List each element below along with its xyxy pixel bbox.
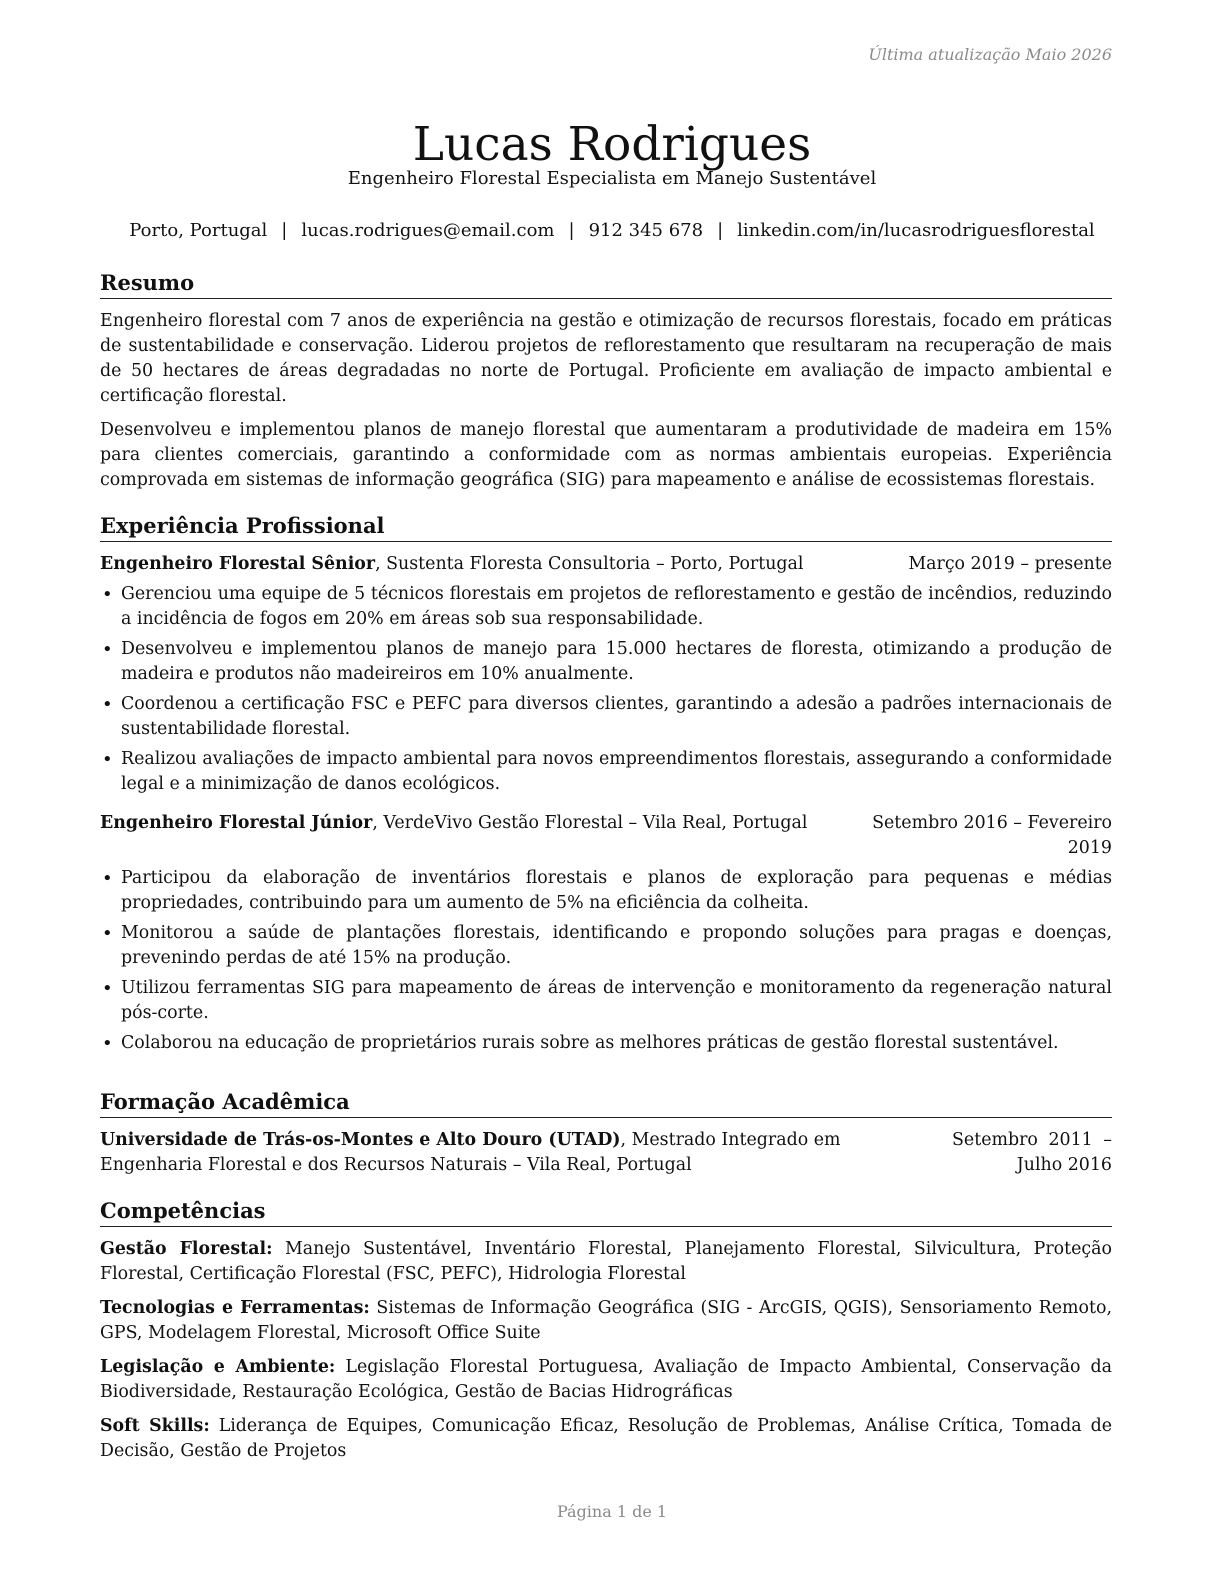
skill-text: Legislação Florestal Portuguesa, Avaliação de Impacto Ambiental, Conservação da Biodiversidade, Restauração Ecológica, Gestão de Bacias Hidrográficas bbox=[100, 1357, 1112, 1403]
candidate-subtitle: Engenheiro Florestal Especialista em Manejo Sustentável bbox=[347, 168, 877, 189]
experience-section bbox=[100, 513, 1112, 1061]
job-header bbox=[100, 811, 1112, 861]
skill-label: Legislação e Ambiente: bbox=[100, 1357, 336, 1378]
job-role: Engenheiro Florestal Júnior bbox=[100, 813, 373, 834]
contact-separator: | bbox=[568, 220, 575, 241]
list-item: • Utilizou ferramentas SIG para mapeamento de áreas de intervenção e monitoramento da regeneração natural pós-corte. bbox=[100, 976, 1112, 1026]
education-dates: Setembro 2011 – Julho 2016 bbox=[952, 1130, 1112, 1176]
contact-separator: | bbox=[717, 220, 724, 241]
skill-group bbox=[100, 1355, 1112, 1405]
job-bullets bbox=[100, 582, 1112, 797]
skill-label: Soft Skills: bbox=[100, 1416, 210, 1437]
last-updated: Última atualização Maio 2026 bbox=[868, 45, 1112, 64]
skill-text: Liderança de Equipes, Comunicação Eficaz, Resolução de Problemas, Análise Crítica, Tomada de Decisão, Gestão de Projetos bbox=[100, 1416, 1112, 1462]
education-school: Universidade de Trás-os-Montes e Alto Douro (UTAD) bbox=[100, 1130, 621, 1151]
skill-label: Gestão Florestal: bbox=[100, 1239, 273, 1260]
summary-section bbox=[100, 270, 1112, 493]
candidate-name: Lucas Rodrigues bbox=[412, 117, 812, 173]
list-item: • Gerenciou uma equipe de 5 técnicos florestais em projetos de reflorestamento e gestão de incêndios, reduzindo a incidência de fogos em 20% em áreas sob sua responsabilidade. bbox=[100, 582, 1112, 632]
job-entry bbox=[100, 552, 1112, 797]
experience-title: Experiência Profissional bbox=[100, 513, 1112, 542]
education-title: Formação Acadêmica bbox=[100, 1089, 1112, 1118]
list-item: • Participou da elaboração de inventários florestais e planos de exploração para pequenas e médias propriedades, contribuindo para um aumento de 5% na eficiência da colheita. bbox=[100, 866, 1112, 916]
list-item: • Coordenou a certificação FSC e PEFC para diversos clientes, garantindo a adesão a padrões internacionais de sustentabilidade florestal. bbox=[100, 692, 1112, 742]
list-item: • Monitorou a saúde de plantações florestais, identificando e propondo soluções para pragas e doenças, prevenindo perdas de até 15% na produção. bbox=[100, 921, 1112, 971]
job-company: , VerdeVivo Gestão Florestal – Vila Real, Portugal bbox=[372, 813, 808, 834]
job-entry bbox=[100, 811, 1112, 1056]
skill-group bbox=[100, 1296, 1112, 1346]
education-entry bbox=[100, 1128, 1112, 1178]
list-item: • Colaborou na educação de proprietários rurais sobre as melhores práticas de gestão florestal sustentável. bbox=[100, 1031, 1112, 1056]
job-company: , Sustenta Floresta Consultoria – Porto, Portugal bbox=[375, 554, 804, 575]
skill-text: Manejo Sustentável, Inventário Florestal, Planejamento Florestal, Silvicultura, Proteção Florestal, Certificação Florestal (FSC, PEFC), Hidrologia Florestal bbox=[100, 1239, 1112, 1285]
education-degree: , Mestrado Integrado em Engenharia Florestal e dos Recursos Naturais – Vila Real, Portugal bbox=[100, 1130, 841, 1176]
summary-paragraph: Engenheiro florestal com 7 anos de experiência na gestão e otimização de recursos florestais, focado em práticas de sustentabilidade e conservação. Liderou projetos de reflorestamento que resultaram na recuperação de mais de 50 hectares de áreas degradadas no norte de Portugal. Proficiente em avaliação de impacto ambiental e certificação florestal. bbox=[100, 311, 1112, 407]
skill-group bbox=[100, 1414, 1112, 1464]
skills-title: Competências bbox=[100, 1198, 1112, 1227]
list-item: • Desenvolveu e implementou planos de manejo para 15.000 hectares de floresta, otimizando a produção de madeira e produtos não madeireiros em 10% anualmente. bbox=[100, 637, 1112, 687]
contact-separator: | bbox=[281, 220, 288, 241]
job-role: Engenheiro Florestal Sênior bbox=[100, 554, 376, 575]
skills-section bbox=[100, 1198, 1112, 1473]
job-bullets bbox=[100, 866, 1112, 1056]
job-dates: Março 2019 – presente bbox=[908, 554, 1112, 575]
list-item: • Realizou avaliações de impacto ambiental para novos empreendimentos florestais, assegurando a conformidade legal e a minimização de danos ecológicos. bbox=[100, 747, 1112, 797]
job-dates: Setembro 2016 – Fevereiro 2019 bbox=[872, 813, 1112, 859]
summary-paragraph: Desenvolveu e implementou planos de manejo florestal que aumentaram a produtividade de madeira em 15% para clientes comerciais, garantindo a conformidade com as normas ambientais europeias. Experiência comprovada em sistemas de informação geográfica (SIG) para mapeamento e análise de ecossistemas florestais. bbox=[100, 420, 1112, 491]
education-section bbox=[100, 1089, 1112, 1178]
contact-phone[interactable]: 912 345 678 bbox=[588, 220, 704, 241]
skill-label: Tecnologias e Ferramentas: bbox=[100, 1298, 370, 1319]
contact-location: Porto, Portugal bbox=[129, 220, 268, 241]
contact-linkedin[interactable]: linkedin.com/in/lucasrodriguesflorestal bbox=[737, 220, 1095, 241]
page-number: Página 1 de 1 bbox=[556, 1502, 668, 1521]
skill-text: Sistemas de Informação Geográfica (SIG - ArcGIS, QGIS), Sensoriamento Remoto, GPS, Modelagem Florestal, Microsoft Office Suite bbox=[100, 1298, 1112, 1344]
job-header bbox=[100, 552, 1112, 577]
contact-line bbox=[0, 220, 1224, 241]
skill-group bbox=[100, 1237, 1112, 1287]
summary-title: Resumo bbox=[100, 270, 1112, 299]
contact-email[interactable]: lucas.rodrigues@email.com bbox=[301, 220, 555, 241]
